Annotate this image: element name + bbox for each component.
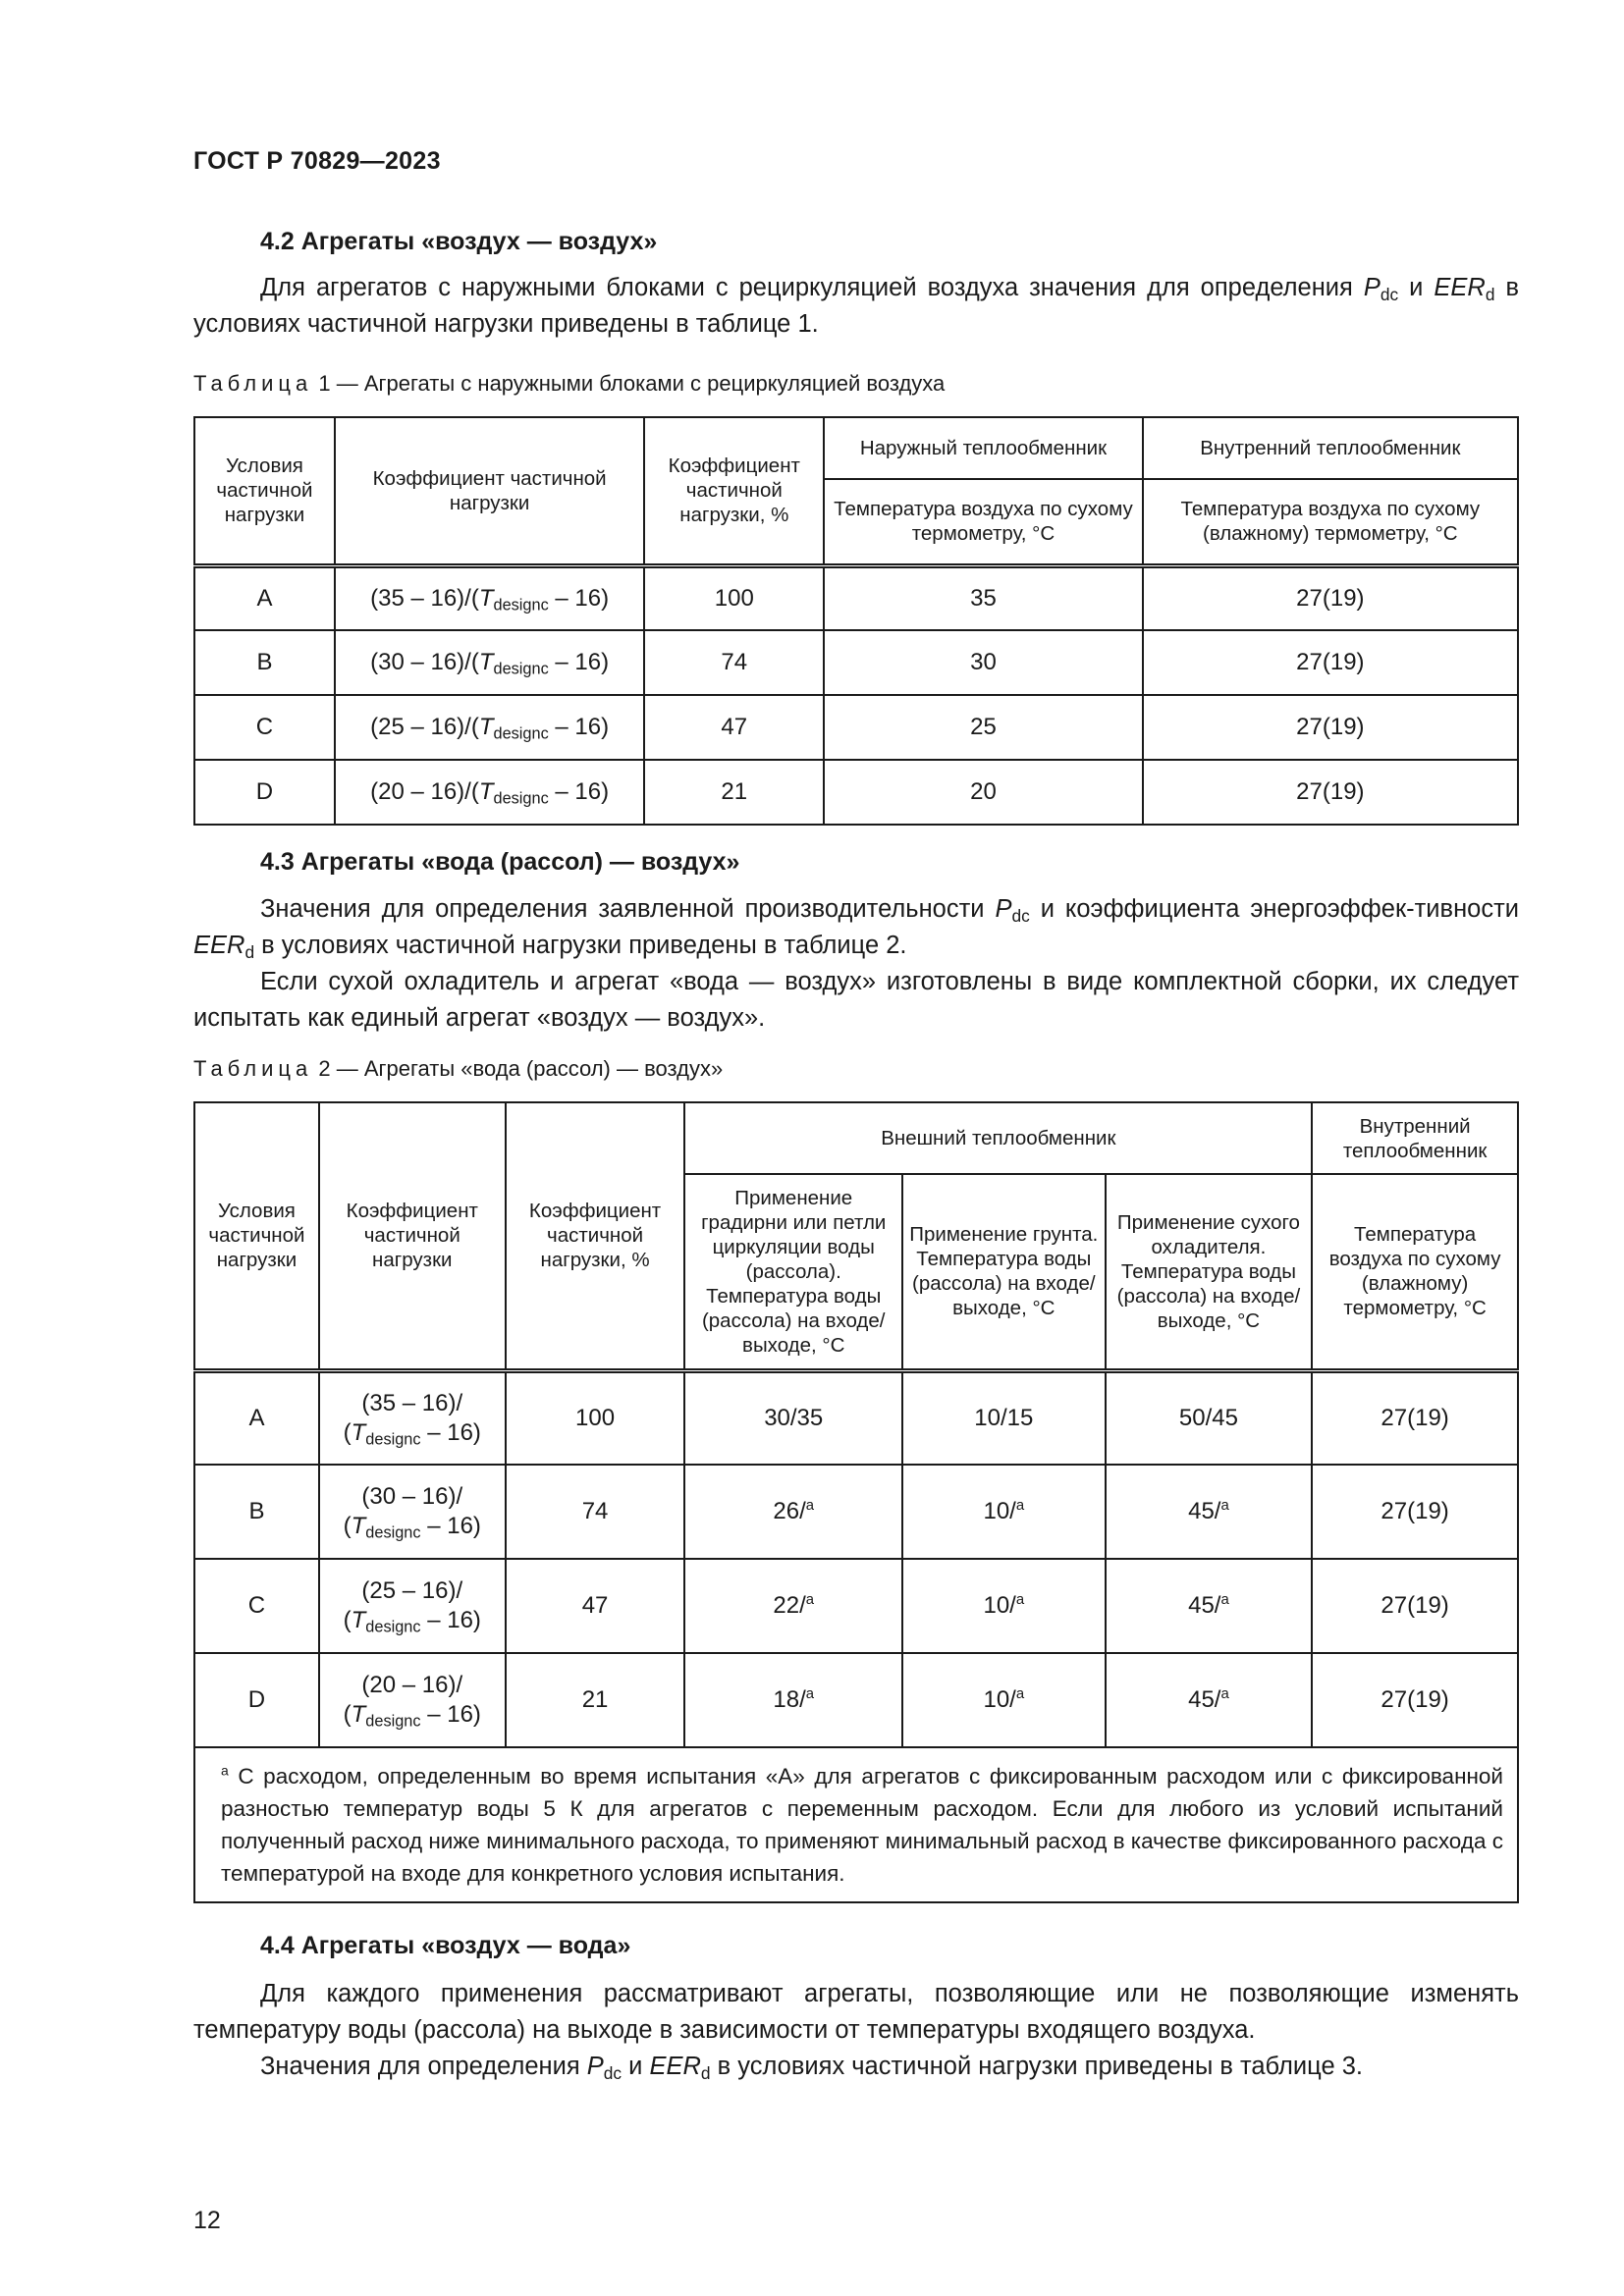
t1-header-indoor-temp: Температура воздуха по сухому (влажному) термометру, °С (1143, 479, 1518, 565)
section-4-3-paragraph-2: Если сухой охладитель и агрегат «вода — воздух» изготовлены в виде комплектной сборки, их следует испытать как единый агрегат «воздух — воздух». (193, 968, 1519, 1032)
t2-header-internal: Внутренний теплообменник (1312, 1102, 1518, 1174)
table-row: A $(35 - 16)/(T_{designc} - 16)$ 100 35 27(19) (194, 565, 1518, 630)
table-row: C $(25 - 16)/(T_{designc} - 16)$ 47 25 27(19) (194, 695, 1518, 760)
t2-header-ground: Применение грунта. Температура воды (рассола) на входе/ выходе, °С (902, 1174, 1106, 1370)
section-4-2-paragraph: Для агрегатов с наружными блоками с рециркуляцией воздуха значения для определения $P_{dc}$ и $EER_d$ в условиях частичной нагрузки приведены в таблице 1. (193, 274, 1519, 338)
section-4-4-title: 4.4 Агрегаты «воздух — вода» (260, 1932, 631, 1959)
t1-header-coefficient-percent: Коэффициент частичной нагрузки, % (644, 417, 824, 565)
section-4-4-paragraph-1: Для каждого применения рассматривают агрегаты, позволяющие или не позволяющие изменять температуру воды (рассола) на выходе в зависимости от температуры входящего воздуха. (193, 1980, 1519, 2044)
t2-header-air-temp: Температура воздуха по сухому (влажному) термометру, °С (1312, 1174, 1518, 1370)
section-4-3-title: 4.3 Агрегаты «вода (рассол) — воздух» (260, 848, 740, 876)
table-row: D $(20 - 16)/(T_{designc} - 16)$ 21 20 27(19) (194, 760, 1518, 825)
table-row: B $(30 - 16)/(T_{designc} - 16)$ 74 30 27(19) (194, 630, 1518, 695)
section-4-3-paragraph-1: Значения для определения заявленной производительности $P_{dc}$ и коэффициента энергоэффек-тивности $EER_d$ в условиях частичной нагрузки приведены в таблице 2. (193, 895, 1520, 962)
t1-header-conditions: Условия частичной нагрузки (194, 417, 335, 565)
t2-header-dry-cooler: Применение сухого охладителя. Температура воды (рассола) на входе/ выходе, °С (1106, 1174, 1313, 1370)
t2-header-external: Внешний теплообменник (684, 1102, 1312, 1174)
table-2-caption: Таблица 2 — Агрегаты «вода (рассол) — воздух» (193, 1056, 724, 1081)
document-header: ГОСТ Р 70829—2023 (193, 147, 441, 175)
t1-header-indoor: Внутренний теплообменник (1143, 417, 1518, 479)
table-row: B (30 – 16)/ $(T_{designc} - 16)$ 74 26/$^a$ 10/$^a$ 45/$^a$ 27(19) (194, 1465, 1518, 1559)
table-1-caption: Таблица 1 — Агрегаты с наружными блоками с рециркуляцией воздуха (193, 371, 946, 396)
t2-header-cooling-tower: Применение градирни или петли циркуляции воды (рассола). Температура воды (рассола) на входе/выходе, °С (684, 1174, 902, 1370)
t2-header-conditions: Условия частичной нагрузки (194, 1102, 319, 1370)
table-1 (193, 416, 1519, 826)
table-2-footnote: $^a$ С расходом, определенным во время испытания «А» для агрегатов с фиксированным расходом или с фиксированной разностью температур воды 5 К для агрегатов с переменным расходом. Если для любого из условий испытаний полученный расход ниже минимального расхода, то применяют минимальный расход в качестве фиксированного расхода с температурой на входе для конкретного условия испытания. (194, 1747, 1518, 1902)
t2-header-coefficient: Коэффициент частичной нагрузки (319, 1102, 506, 1370)
section-4-4-paragraph-2: Значения для определения $P_{dc}$ и $EER_d$ в условиях частичной нагрузки приведены в таблице 3. (260, 2053, 1363, 2083)
t1-header-outdoor: Наружный теплообменник (824, 417, 1142, 479)
t1-header-coefficient: Коэффициент частичной нагрузки (335, 417, 644, 565)
page-number: 12 (193, 2207, 221, 2234)
t1-header-outdoor-temp: Температура воздуха по сухому термометру, °С (824, 479, 1142, 565)
table-row: D (20 – 16)/ $(T_{designc} - 16)$ 21 18/$^a$ 10/$^a$ 45/$^a$ 27(19) (194, 1653, 1518, 1747)
table-row: C (25 – 16)/ $(T_{designc} - 16)$ 47 22/$^a$ 10/$^a$ 45/$^a$ 27(19) (194, 1559, 1518, 1653)
table-2 (193, 1101, 1519, 1903)
section-4-2-title: 4.2 Агрегаты «воздух — воздух» (260, 228, 658, 255)
t2-header-coefficient-percent: Коэффициент частичной нагрузки, % (506, 1102, 685, 1370)
table-row: A (35 – 16)/ $(T_{designc} - 16)$ 100 30/35 10/15 50/45 27(19) (194, 1370, 1518, 1465)
